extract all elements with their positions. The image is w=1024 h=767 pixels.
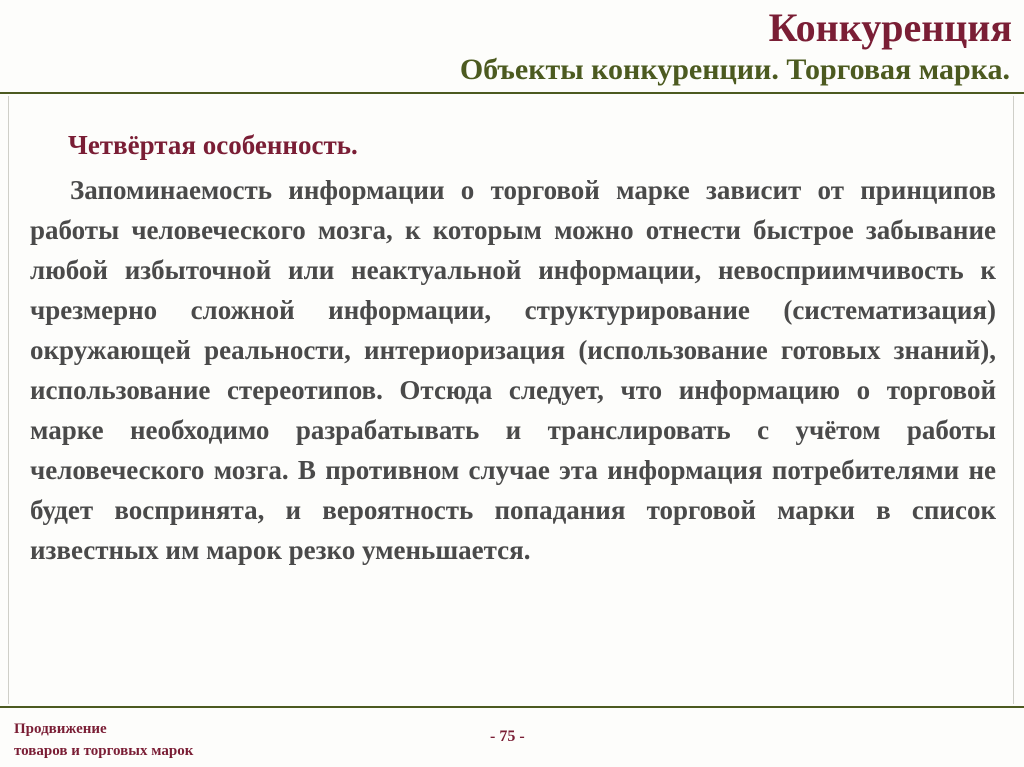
section-heading: Четвёртая особенность. (68, 130, 358, 160)
body-paragraph: Запоминаемость информации о торговой марке зависит от принципов работы человеческого мозга, к которым можно отнести быстрое забывание любой избыточной или неактуальной информации, невосприимчивость к чрезмерно сложной информации, структурирование (систематизация) окружающей реальности, интериоризация (использование готовых знаний), использование стереотипов. Отсюда следует, что информацию о торговой марке необходимо разрабатывать и транслировать с учётом работы человеческого мозга. В противном случае эта информация потребителями не будет воспринята, и вероятность попадания торговой марки в список известных им марок резко уменьшается. (30, 175, 996, 565)
slide-header (0, 0, 1024, 94)
footer-course-line1: Продвижение (14, 721, 107, 737)
footer-course-title (14, 718, 193, 762)
page-number: - 75 - (490, 728, 525, 745)
footer-course-line2: товаров и торговых марок (14, 743, 194, 759)
slide-title: Конкуренция (768, 5, 1012, 50)
slide-subtitle: Объекты конкуренции. Торговая марка. (459, 53, 1010, 86)
footer-divider (0, 706, 1024, 708)
header-divider (0, 92, 1024, 94)
